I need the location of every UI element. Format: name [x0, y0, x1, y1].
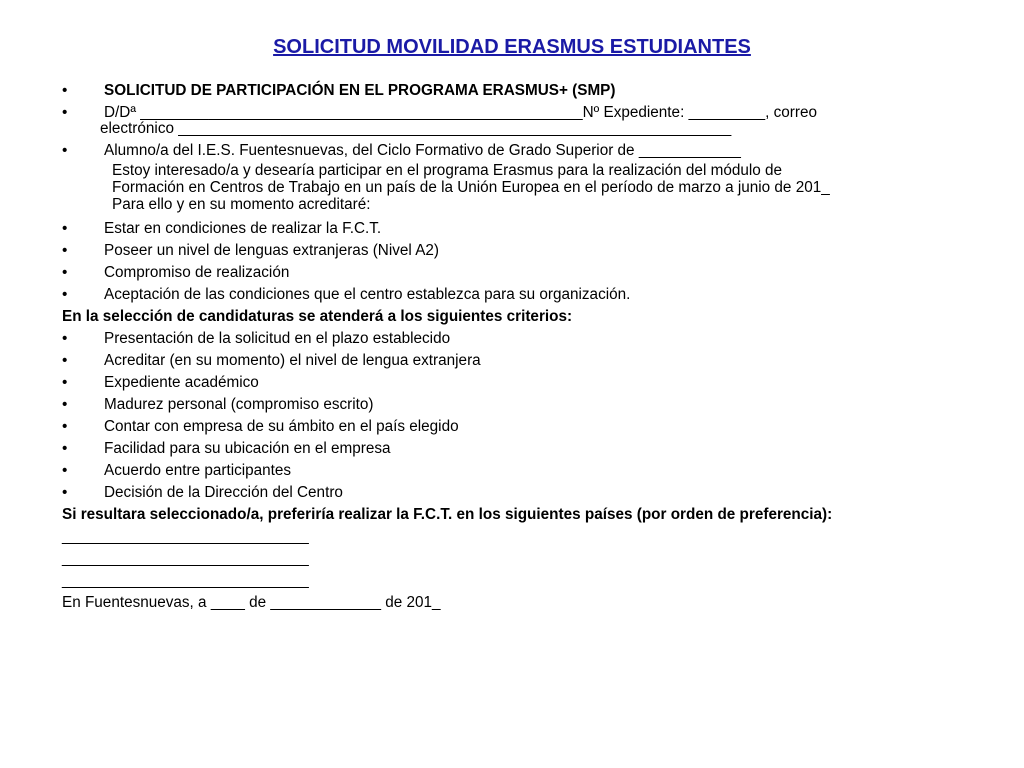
preference-line: _____________________________: [62, 528, 309, 545]
bullet-icon: •: [62, 330, 68, 347]
requirement-text: Compromiso de realización: [104, 264, 290, 281]
criterion-text: Facilidad para su ubicación en el empresa: [104, 440, 391, 457]
bullet-icon: •: [62, 374, 68, 391]
list-item-criterion: [62, 394, 982, 416]
requirement-text: Estar en condiciones de realizar la F.C.T.: [104, 220, 382, 237]
statement-line: Formación en Centros de Trabajo en un país de la Unión Europea en el período de marzo a junio de 201_: [112, 179, 830, 196]
bullet-icon: •: [62, 396, 68, 413]
list-item-criterion: [62, 460, 982, 482]
preference-line: _____________________________: [62, 550, 309, 567]
criterion-text: Acreditar (en su momento) el nivel de lengua extranjera: [104, 352, 481, 369]
bullet-icon: •: [62, 352, 68, 369]
criterion-text: Acuerdo entre participantes: [104, 462, 292, 479]
list-item-criterion: [62, 482, 982, 504]
statement-line: Estoy interesado/a y desearía participar en el programa Erasmus para la realización del módulo de: [112, 162, 783, 179]
criterion-text: Presentación de la solicitud en el plazo establecido: [104, 330, 451, 347]
list-item-criterion: [62, 372, 982, 394]
bullet-icon: •: [62, 104, 68, 121]
cycle-line: Alumno/a del I.E.S. Fuentesnuevas, del Ciclo Formativo de Grado Superior de ____________: [104, 142, 741, 159]
statement-line: Para ello y en su momento acreditaré:: [112, 196, 371, 213]
list-item-cycle: [62, 140, 982, 162]
criterion-text: Decisión de la Dirección del Centro: [104, 484, 343, 501]
requirement-text: Poseer un nivel de lenguas extranjeras (Nivel A2): [104, 242, 440, 259]
applicant-name-line: D/Dª ____________________________________________________Nº Expediente: _________, correo: [104, 104, 817, 121]
bullet-icon: •: [62, 142, 68, 159]
list-item-program: [62, 80, 982, 102]
bullet-icon: •: [62, 286, 68, 303]
criterion-text: Madurez personal (compromiso escrito): [104, 396, 374, 413]
bullet-icon: •: [62, 440, 68, 457]
bullet-icon: •: [62, 82, 68, 99]
list-item-criterion: [62, 328, 982, 350]
requirement-text: Aceptación de las condiciones que el centro establezca para su organización.: [104, 286, 631, 303]
bullet-icon: •: [62, 220, 68, 237]
list-item-criterion: [62, 416, 982, 438]
criterion-text: Expediente académico: [104, 374, 259, 391]
criteria-heading: En la selección de candidaturas se atenderá a los siguientes criterios:: [62, 308, 573, 325]
criterion-text: Contar con empresa de su ámbito en el país elegido: [104, 418, 459, 435]
preference-line: _____________________________: [62, 572, 309, 589]
list-item-criterion: [62, 438, 982, 460]
bullet-icon: •: [62, 484, 68, 501]
bullet-icon: •: [62, 264, 68, 281]
list-item-criterion: [62, 350, 982, 372]
document-title: SOLICITUD MOVILIDAD ERASMUS ESTUDIANTES: [273, 36, 751, 58]
list-item-requirement: [62, 262, 982, 284]
bullet-icon: •: [62, 242, 68, 259]
list-item-requirement: [62, 284, 982, 306]
bullet-icon: •: [62, 462, 68, 479]
list-item-requirement: [62, 240, 982, 262]
form-body: [62, 80, 982, 614]
program-heading: SOLICITUD DE PARTICIPACIÓN EN EL PROGRAMA ERASMUS+ (SMP): [104, 82, 616, 99]
preference-heading: Si resultara seleccionado/a, preferiría realizar la F.C.T. en los siguientes países (por orden de preferencia):: [62, 506, 833, 523]
list-item-requirement: [62, 218, 982, 240]
email-line: electrónico _________________________________________________________________: [100, 120, 732, 137]
closing-line: En Fuentesnuevas, a ____ de _____________ de 201_: [62, 594, 441, 611]
statement-paragraph: [62, 162, 982, 213]
bullet-icon: •: [62, 418, 68, 435]
